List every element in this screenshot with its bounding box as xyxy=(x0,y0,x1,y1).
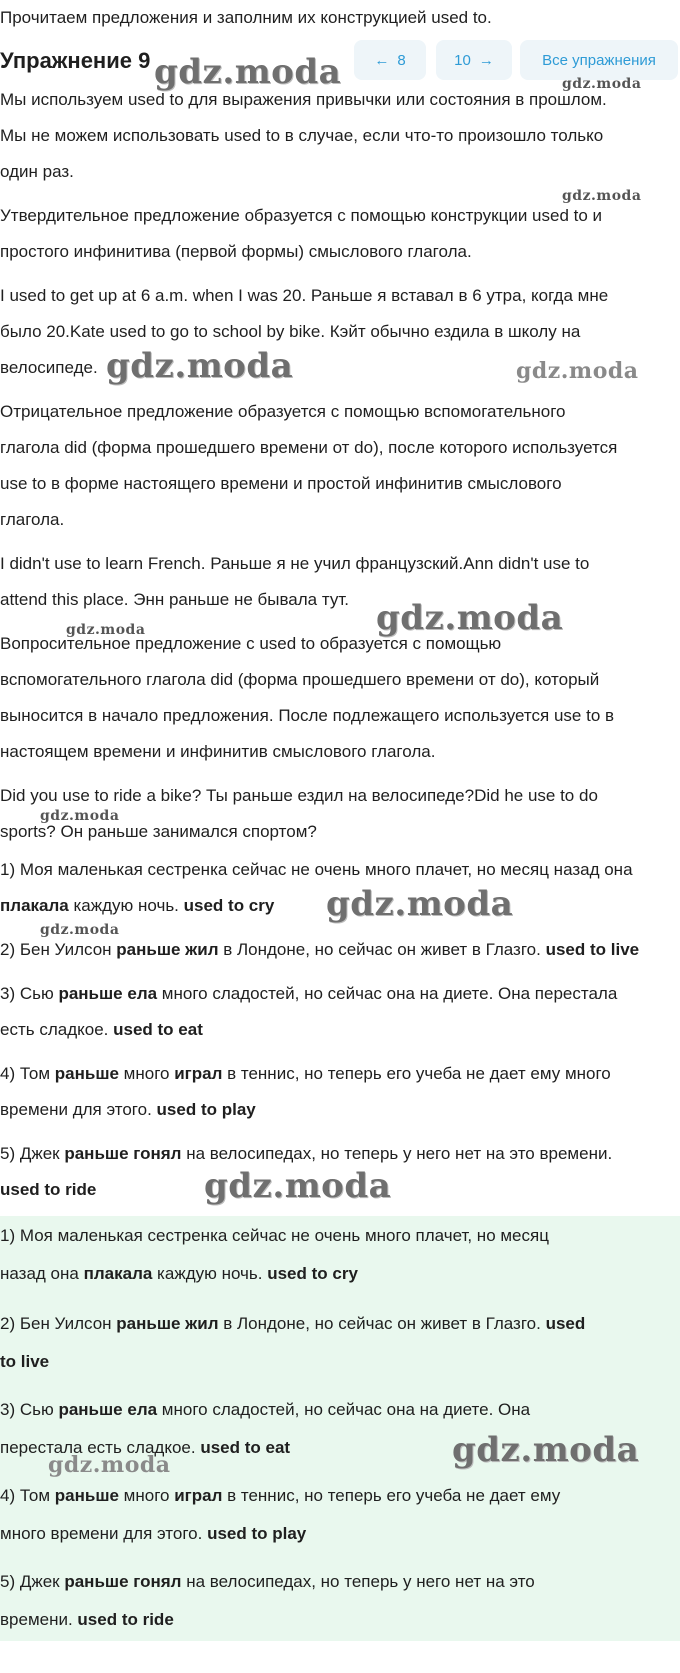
theory-line: выносится в начало предложения. После подлежащего используется use to в xyxy=(0,706,615,725)
watermark: gdz.moda xyxy=(204,1166,392,1206)
theory-line: было 20.Kate used to go to school by bike. Кэйт обычно ездила в школу на xyxy=(0,322,581,341)
intro-text: Прочитаем предложения и заполним их конструкцией used to. xyxy=(0,8,492,27)
theory-line: простого инфинитива (первой формы) смыслового глагола. xyxy=(0,242,472,261)
theory-line: I didn't use to learn French. Раньше я не учил французский.Ann didn't use to xyxy=(0,554,590,573)
theory-line: настоящем времени и инфинитив смыслового глагола. xyxy=(0,742,436,761)
watermark: gdz.moda xyxy=(40,808,120,824)
watermark: gdz.moda xyxy=(106,346,294,386)
watermark: gdz.moda xyxy=(66,622,146,638)
highlight-2-line1: 2) Бен Уилсон раньше жил в Лондоне, но сейчас он живет в Глазго. used xyxy=(0,1314,586,1333)
theory-line: attend this place. Энн раньше не бывала тут. xyxy=(0,590,349,609)
theory-line: Мы используем used to для выражения привычки или состояния в прошлом. xyxy=(0,90,607,109)
theory-line: велосипеде. xyxy=(0,358,98,377)
theory-line: Отрицательное предложение образуется с помощью вспомогательного xyxy=(0,402,566,421)
page-title: Упражнение 9 xyxy=(0,48,151,73)
highlight-5-line2: времени. used to ride xyxy=(0,1610,174,1629)
theory-line: один раз. xyxy=(0,162,74,181)
watermark: gdz.moda xyxy=(154,52,342,92)
watermark: gdz.moda xyxy=(562,188,642,204)
highlight-1-line2: назад она плакала каждую ночь. used to cry xyxy=(0,1264,358,1283)
answer-3-line2: есть сладкое. used to eat xyxy=(0,1020,203,1039)
watermark: gdz.moda xyxy=(516,358,639,384)
highlight-3-line1: 3) Сью раньше ела много сладостей, но сейчас она на диете. Она xyxy=(0,1400,531,1419)
arrow-right-icon: → xyxy=(478,51,494,69)
highlight-3-line2: перестала есть сладкое. used to eat xyxy=(0,1438,291,1457)
highlight-4-line1: 4) Том раньше много играл в теннис, но теперь его учеба не дает ему xyxy=(0,1486,561,1505)
answer-2: 2) Бен Уилсон раньше жил в Лондоне, но сейчас он живет в Глазго. used to live xyxy=(0,940,640,959)
watermark: gdz.moda xyxy=(562,76,642,92)
prev-exercise-button[interactable]: ← 8 xyxy=(354,40,426,80)
theory-line: Утвердительное предложение образуется с помощью конструкции used to и xyxy=(0,206,603,225)
highlight-4-line2: много времени для этого. used to play xyxy=(0,1524,307,1543)
arrow-left-icon: ← xyxy=(374,51,390,69)
theory-line: глагола. xyxy=(0,510,65,529)
theory-line: sports? Он раньше занимался спортом? xyxy=(0,822,317,841)
answer-5-line1: 5) Джек раньше гонял на велосипедах, но теперь у него нет на это времени. xyxy=(0,1144,613,1163)
theory-line: Вопросительное предложение с used to образуется с помощью xyxy=(0,634,502,653)
all-exercises-button[interactable]: Все упражнения xyxy=(520,40,678,80)
watermark: gdz.moda xyxy=(452,1430,640,1470)
highlight-5-line1: 5) Джек раньше гонял на велосипедах, но теперь у него нет на это xyxy=(0,1572,535,1591)
watermark: gdz.moda xyxy=(326,884,514,924)
highlight-1-line1: 1) Моя маленькая сестренка сейчас не очень много плачет, но месяц xyxy=(0,1226,549,1245)
theory-line: глагола did (форма прошедшего времени от do), после которого используется xyxy=(0,438,618,457)
theory-line: use to в форме настоящего времени и простой инфинитив смыслового xyxy=(0,474,562,493)
answer-4-line1: 4) Том раньше много играл в теннис, но теперь его учеба не дает ему много xyxy=(0,1064,611,1083)
answer-3-line1: 3) Сью раньше ела много сладостей, но сейчас она на диете. Она перестала xyxy=(0,984,618,1003)
next-exercise-button[interactable]: 10 → xyxy=(436,40,512,80)
answer-1-line1: 1) Моя маленькая сестренка сейчас не очень много плачет, но месяц назад она xyxy=(0,860,633,879)
watermark: gdz.moda xyxy=(40,922,120,938)
answer-5-line2: used to ride xyxy=(0,1180,97,1199)
highlight-2-line2: to live xyxy=(0,1352,50,1371)
watermark: gdz.moda xyxy=(48,1452,171,1478)
answer-1-line2: плакала каждую ночь. used to cry xyxy=(0,896,275,915)
theory-line: Мы не можем использовать used to в случае, если что-то произошло только xyxy=(0,126,604,145)
theory-line: Did you use to ride a bike? Ты раньше ездил на велосипеде?Did he use to do xyxy=(0,786,598,805)
theory-line: вспомогательного глагола did (форма прошедшего времени от do), который xyxy=(0,670,600,689)
answer-4-line2: времени для этого. used to play xyxy=(0,1100,256,1119)
theory-line: I used to get up at 6 a.m. when I was 20. Раньше я вставал в 6 утра, когда мне xyxy=(0,286,609,305)
watermark: gdz.moda xyxy=(376,598,564,638)
